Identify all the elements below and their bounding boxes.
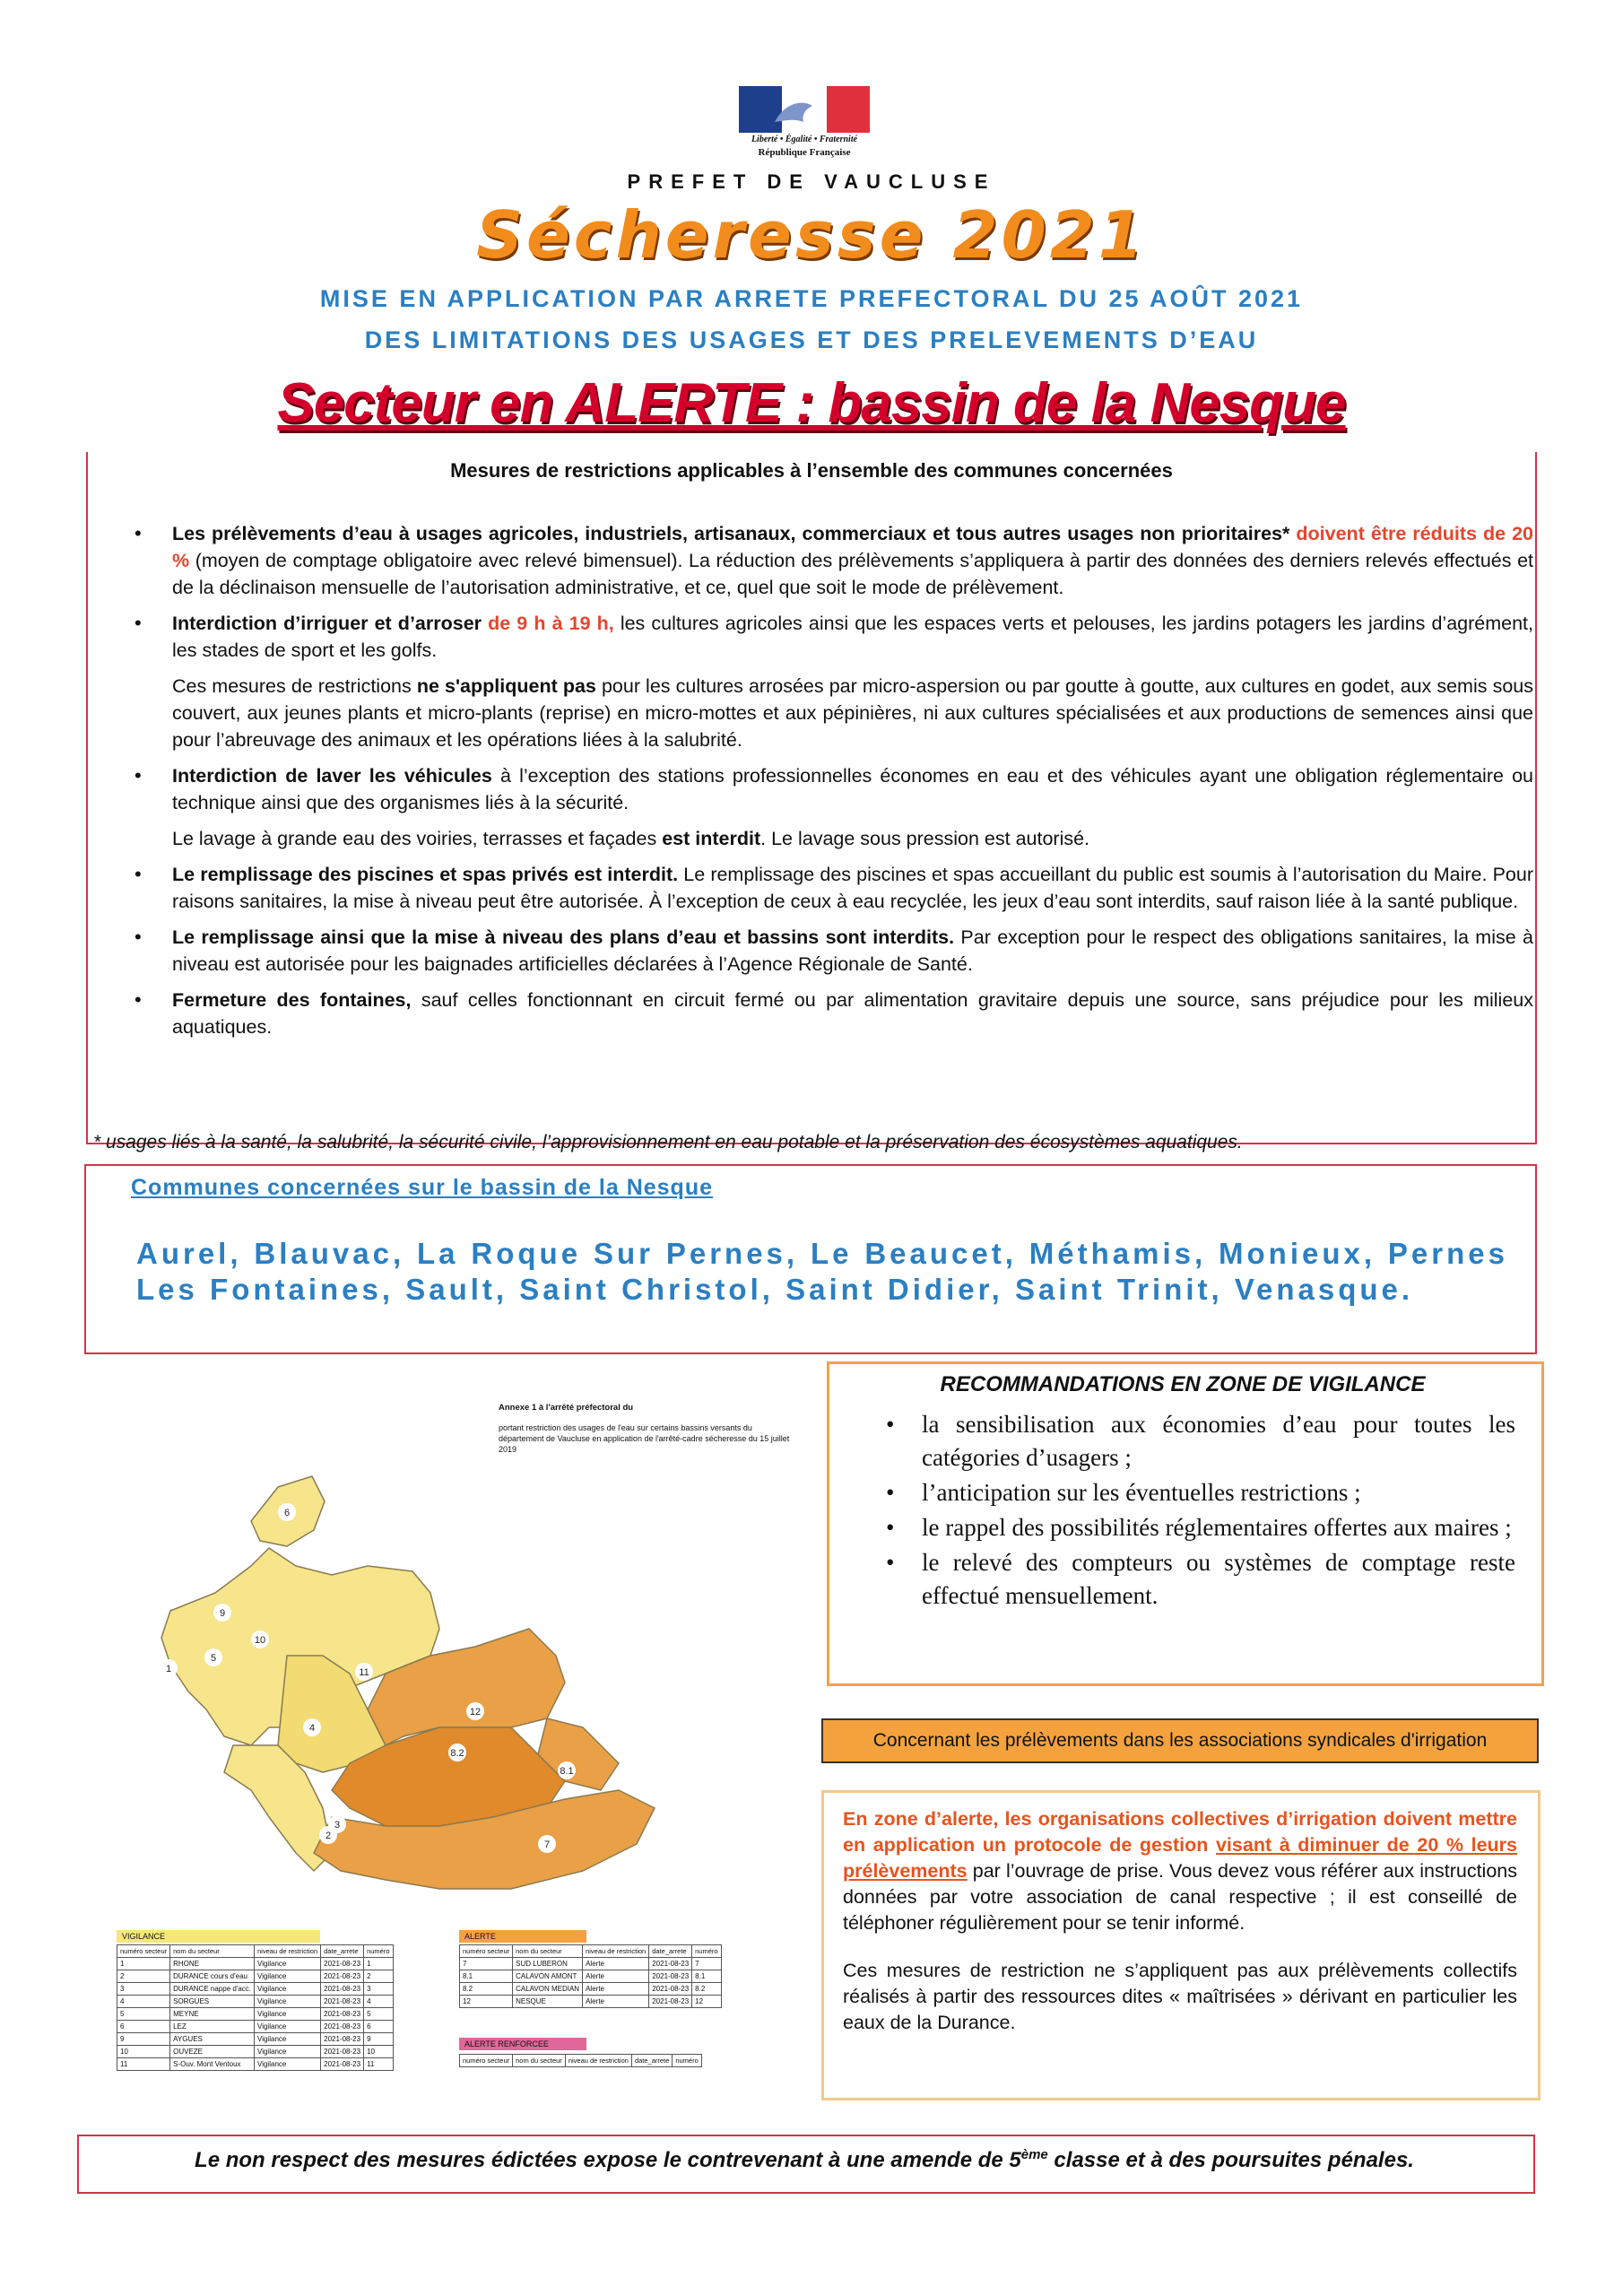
vigilance-cell: DURANCE cours d'eau [170,1970,255,1983]
vigilance-cell: 6 [117,2021,170,2033]
measure-2-note-c: pour les cultures arrosées par micro-aspersion ou par goutte à goutte, aux cultures en godet, aux semis sous couvert, aux jeunes plants et micro-plants (reprise) en micro-mottes et aux pépinières, ni aux cultures spécialisées et aux productions de semences ainsi que pour l’abreuvage des animaux et les opérations liées à la salubrité. [172,675,1533,751]
alerte-cell: 2021-08-23 [649,1970,692,1983]
sector-label-1-text: 1 [165,1664,172,1674]
subtitle-arrete: MISE EN APPLICATION PAR ARRETE PREFECTORAL DU 25 AOÛT 2021 [319,285,1304,312]
vigilance-item: • le relevé des compteurs ou systèmes de comptage reste effectué mensuellement. [879,1546,1515,1613]
vigilance-cell: 9 [117,2033,170,2046]
sector-label-3-text: 3 [334,1820,341,1831]
alerte-cell: Alerte [583,1996,649,2008]
table-row [117,2021,394,2033]
sector-label-8-1-text: 8.1 [560,1766,574,1777]
vigilance-cell: Vigilance [255,2008,321,2021]
vigilance-table [117,1944,394,2071]
sector-label-10-text: 10 [254,1635,266,1646]
alerte-cell: 12 [460,1996,513,2008]
sector-label-1 [160,1659,178,1677]
measure-6-bold: Fermeture des fontaines, [172,989,412,1011]
alerte-renforcee-header-cell: date_arrete [631,2055,672,2067]
measure-2-red: de 9 h à 19 h, [488,613,614,634]
sector-label-2-text: 2 [325,1831,332,1841]
measure-3-note-c: . Le lavage sous pression est autorisé. [760,828,1090,849]
penalty-text-sup: ème [1020,2147,1048,2162]
sector-label-8-2 [448,1744,466,1761]
alerte-header-cell: numéro [692,1945,721,1958]
table-row [117,2046,394,2058]
vigilance-cell: 6 [364,2021,393,2033]
table-row [117,2058,394,2071]
marianne-flag-icon [739,86,870,133]
irrigation-paragraph-2: Ces mesures de restriction ne s’appliquent pas aux prélèvements collectifs réalisés à partir des ressources dites « maîtrisées » dérivant en particulier les eaux de la Durance. [843,1960,1517,2033]
vigilance-cell: Vigilance [255,1958,321,1970]
sector-label-6 [278,1503,296,1521]
sector-label-9 [213,1604,231,1622]
vigilance-heading: RECOMMANDATIONS EN ZONE DE VIGILANCE [940,1372,1426,1396]
vigilance-cell: Vigilance [255,2033,321,2046]
vigilance-cell: S-Ouv. Mont Ventoux [170,2058,255,2071]
irrigation-text [843,1806,1517,2057]
measure-4-text: Le remplissage des piscines et spas accueillant du public est soumis à l’autorisation du Maire. Pour raisons sanitaires, la mise à niveau peut être autorisée. À l’exception de ceux à eau recyclée, les jeux d’eau sont interdits, sauf raison liée à la santé publique. [172,864,1533,912]
table-row [460,1958,722,1970]
measure-vehicules-note [135,825,1533,852]
alerte-cell: CALAVON AMONT [513,1970,583,1983]
sector-label-2 [319,1826,337,1844]
subtitle-limitations: DES LIMITATIONS DES USAGES ET DES PRELEVEMENTS D’EAU [364,326,1259,353]
alerte-renforcee-table-tag: ALERTE RENFORCEE [459,2038,586,2050]
measure-5-text: Par exception pour le respect des obligations sanitaires, la mise à niveau est autorisée pour les baignades artificielles déclarées à l’Agence Régionale de Santé. [172,926,1533,975]
alerte-cell: Alerte [583,1983,649,1996]
vigilance-cell: AYGUES [170,2033,255,2046]
vigilance-cell: 2021-08-23 [321,2008,364,2021]
measure-piscines [135,861,1533,915]
alerte-renforcee-header-row [460,2055,702,2067]
alerte-cell: 7 [692,1958,721,1970]
vigilance-item: • l’anticipation sur les éventuelles restrictions ; [879,1476,1515,1509]
measures-heading: Mesures de restrictions applicables à l’ensemble des communes concernées [450,459,1173,482]
alerte-cell: 8.1 [692,1970,721,1983]
alerte-cell: 8.2 [460,1983,513,1996]
alerte-renforcee-header-cell: numéro secteur [460,2055,513,2067]
table-row [117,1983,394,1996]
measure-irrigation-note [135,673,1533,753]
penalty-text-b: classe et à des poursuites pénales. [1047,2148,1414,2172]
vigilance-cell: 2021-08-23 [321,2046,364,2058]
irrigation-label: Concernant les prélèvements dans les associations syndicales d'irrigation [821,1718,1539,1763]
measure-2-note-b: ne s'appliquent pas [416,675,596,697]
alerte-cell: 7 [460,1958,513,1970]
vigilance-cell: LEZ [170,2021,255,2033]
vigilance-cell: 1 [117,1958,170,1970]
vigilance-cell: DURANCE nappe d'acc. [170,1983,255,1996]
vigilance-cell: 2021-08-23 [321,1983,364,1996]
vigilance-cell: 11 [364,2058,393,2071]
vigilance-header-cell: date_arrete [321,1945,364,1958]
vigilance-cell: Vigilance [255,2058,321,2071]
vigilance-cell: 2021-08-23 [321,2033,364,2046]
vigilance-cell: 5 [364,2008,393,2021]
vigilance-list [879,1408,1515,1614]
sector-label-8-1 [558,1761,576,1779]
vigilance-cell: Vigilance [255,2021,321,2033]
irrigation-p1-underlined: visant à diminuer de 20 % leurs prélèvements [843,1834,1517,1882]
alerte-renforcee-header-cell: niveau de restriction [565,2055,631,2067]
table-row [117,1996,394,2008]
vigilance-cell: Vigilance [255,1996,321,2008]
communes-list: Aurel, Blauvac, La Roque Sur Pernes, Le Beaucet, Méthamis, Monieux, Pernes Les Fontaines, Sault, Saint Christol, Saint Didier, Saint Trinit, Venasque. [136,1237,1508,1306]
alerte-cell: CALAVON MEDIAN [513,1983,583,1996]
annexe-title: Annexe 1 à l'arrêté préfectoral du [499,1403,634,1413]
vigilance-cell: 3 [364,1983,393,1996]
table-row [117,2033,394,2046]
vigilance-cell: MEYNE [170,2008,255,2021]
alerte-renforcee-table [459,2054,702,2067]
sector-label-4 [303,1718,321,1736]
vigilance-cell: 4 [117,1996,170,2008]
measure-5-bold: Le remplissage ainsi que la mise à niveau des plans d’eau et bassins sont interdits. [172,926,955,948]
alerte-header-cell: niveau de restriction [583,1945,649,1958]
republique-logo [739,86,870,161]
measure-3-bold: Interdiction de laver les véhicules [172,765,492,787]
penalty-text-a: Le non respect des mesures édictées expose le contrevenant à une amende de 5 [195,2148,1021,2172]
measure-4-bold: Le remplissage des piscines et spas privés est interdit. [172,864,679,885]
sector-label-5-text: 5 [210,1653,217,1664]
vigilance-cell: 2 [364,1970,393,1983]
sector-label-9-text: 9 [219,1608,226,1619]
vigilance-cell: Vigilance [255,1983,321,1996]
vigilance-cell: 1 [364,1958,393,1970]
measure-fontaines [135,987,1533,1040]
annexe-text: portant restriction des usages de l'eau sur certains bassins versants du département de Vaucluse en application de l'arrêté-cadre sécheresse du 15 juillet 2019 [499,1423,790,1454]
table-row [460,1983,722,1996]
sector-label-7-text: 7 [543,1839,551,1850]
measures-list [135,520,1533,1049]
measure-irrigation [135,610,1533,664]
sector-label-12-text: 12 [469,1707,482,1718]
table-row [460,1996,722,2008]
measure-prelevements [135,520,1533,601]
measure-vehicules [135,762,1533,816]
vigilance-cell: 4 [364,1996,393,2008]
vigilance-cell: 2021-08-23 [321,2058,364,2071]
sector-label-7 [538,1835,556,1853]
page-title: Sécheresse 2021 [476,197,1147,273]
table-row [117,1970,394,1983]
vigilance-header-cell: niveau de restriction [255,1945,321,1958]
vigilance-cell: 2021-08-23 [321,1970,364,1983]
vigilance-cell: 9 [364,2033,393,2046]
vigilance-cell: RHONE [170,1958,255,1970]
alerte-renforcee-header-cell: nom du secteur [513,2055,566,2067]
sector-label-5 [204,1648,222,1666]
measure-6-text: sauf celles fonctionnant en circuit fermé ou par alimentation gravitaire depuis une source, sans préjudice pour les milieux aquatiques. [172,989,1533,1038]
table-row [117,1958,394,1970]
map-annexe-caption [499,1403,794,1455]
measure-3-note-a: Le lavage à grande eau des voiries, terrasses et façades [172,828,657,849]
footnote: * usages liés à la santé, la salubrité, la sécurité civile, l’approvisionnement en eau potable et la préservation des écosystèmes aquatiques. [93,1132,1243,1152]
table-row [117,2008,394,2021]
measure-2-text: les cultures agricoles ainsi que les espaces verts et pelouses, les jardins potagers les jardins d’agrément, les stades de sport et les golfs. [172,613,1533,661]
measure-2-bold: Interdiction d’irriguer et d’arroser [172,613,482,634]
alert-sector-title: Secteur en ALERTE : bassin de la Nesque [277,372,1346,434]
vigilance-item: • la sensibilisation aux économies d’eau pour toutes les catégories d’usagers ; [879,1408,1515,1474]
communes-heading: Communes concernées sur le bassin de la Nesque [131,1175,714,1200]
vigilance-cell: 2021-08-23 [321,1958,364,1970]
vigilance-cell: 11 [117,2058,170,2071]
alerte-cell: 8.1 [460,1970,513,1983]
vigilance-header-cell: numéro secteur [117,1945,170,1958]
prefet-heading: PREFET DE VAUCLUSE [627,170,996,193]
alerte-cell: Alerte [583,1958,649,1970]
vigilance-cell: 5 [117,2008,170,2021]
vigilance-cell: 10 [364,2046,393,2058]
measure-3-text: à l’exception des stations professionnelles économes en eau et des véhicules ayant une obligation réglementaire ou technique ainsi que des organismes liés à la sécurité. [172,765,1533,813]
sector-label-12 [466,1702,484,1720]
vigilance-header-cell: numéro [364,1945,393,1958]
vigilance-cell: Vigilance [255,2046,321,2058]
vigilance-header-row [117,1945,394,1958]
alerte-table [459,1944,722,2008]
vigilance-cell: 2021-08-23 [321,2021,364,2033]
alerte-cell: NESQUE [513,1996,583,2008]
alerte-header-cell: date_arrete [649,1945,692,1958]
sector-label-11 [355,1663,373,1681]
irrigation-paragraph-1 [843,1806,1517,1936]
alerte-table-tag: ALERTE [459,1930,586,1943]
measure-1-bold: Les prélèvements d’eau à usages agricoles, industriels, artisanaux, commerciaux et tous autres usages non prioritaires* [172,523,1290,544]
alerte-header-cell: numéro secteur [460,1945,513,1958]
vigilance-table-tag: VIGILANCE [117,1930,320,1943]
vigilance-cell: SORGUES [170,1996,255,2008]
irrigation-p1-orange: En zone d’alerte, les organisations collectives d’irrigation doivent mettre en application un protocole de gestion [843,1808,1517,1856]
republic-text: République Française [758,147,851,158]
vigilance-cell: 10 [117,2046,170,2058]
vaucluse-sector-map [117,1387,798,1925]
alerte-cell: 12 [692,1996,721,2008]
alerte-cell: 8.2 [692,1983,721,1996]
alerte-cell: 2021-08-23 [649,1983,692,1996]
alerte-header-cell: nom du secteur [513,1945,583,1958]
table-row [460,1970,722,1983]
alerte-cell: Alerte [583,1970,649,1983]
penalty-text [77,2147,1532,2173]
vigilance-header-cell: nom du secteur [170,1945,255,1958]
alerte-cell: 2021-08-23 [649,1958,692,1970]
sector-label-6-text: 6 [283,1508,291,1518]
sector-label-10 [251,1631,269,1648]
vigilance-cell: OUVEZE [170,2046,255,2058]
sector-label-8-2-text: 8.2 [450,1748,464,1759]
sector-label-4-text: 4 [308,1723,316,1734]
irrigation-p1-text: par l’ouvrage de prise. Vous devez vous référer aux instructions données par votre association de canal respective ; il est conseillé de téléphoner régulièrement pour se tenir informé. [843,1860,1517,1934]
vigilance-cell: 3 [117,1983,170,1996]
alerte-header-row [460,1945,722,1958]
measure-1-red: doivent être réduits de 20 % [172,523,1533,571]
vigilance-cell: 2021-08-23 [321,1996,364,2008]
measure-1-text: (moyen de comptage obligatoire avec relevé bimensuel). La réduction des prélèvements s’appliquera à partir des données des derniers relevés effectués et de la déclinaison mensuelle de l’autorisation administrative, et ce, quel que soit le mode de prélèvement. [172,550,1533,598]
sector-label-11-text: 11 [359,1667,369,1678]
vigilance-cell: Vigilance [255,1970,321,1983]
measure-2-note-a: Ces mesures de restrictions [172,675,412,697]
measure-plans-eau [135,924,1533,978]
vigilance-item: • le rappel des possibilités réglementaires offertes aux maires ; [879,1511,1515,1544]
measure-3-note-b: est interdit [662,828,761,849]
alerte-cell: SUD LUBERON [513,1958,583,1970]
motto-text: Liberté • Égalité • Fraternité [751,135,858,144]
alerte-renforcee-header-cell: numéro [673,2055,701,2067]
vigilance-cell: 2 [117,1970,170,1983]
alerte-cell: 2021-08-23 [649,1996,692,2008]
